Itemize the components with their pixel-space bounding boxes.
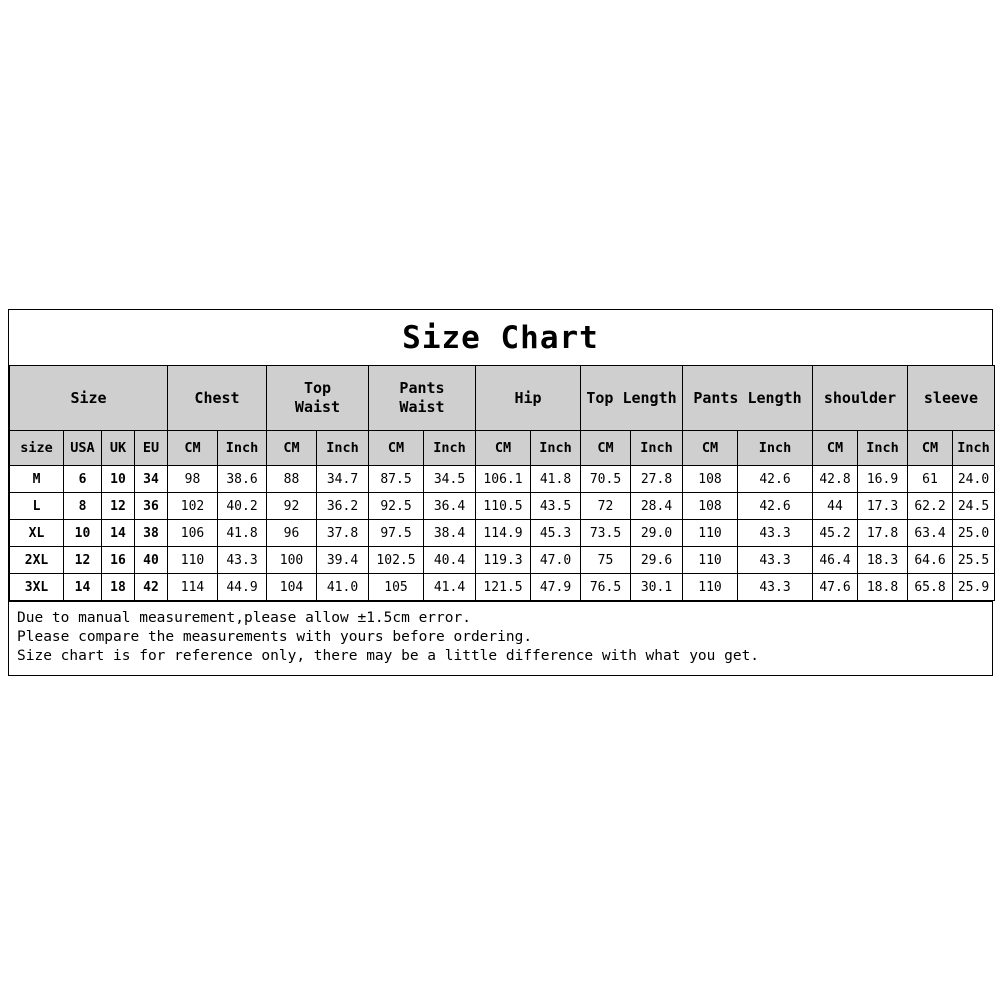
cell-chest-cm: 110 (168, 547, 218, 574)
cell-top-length-inch: 27.8 (631, 466, 683, 493)
unit-header-top-length-cm: CM (581, 431, 631, 466)
cell-eu: 36 (135, 493, 168, 520)
cell-hip-cm: 119.3 (476, 547, 531, 574)
cell-top-waist-inch: 34.7 (317, 466, 369, 493)
size-chart-container (8, 309, 993, 676)
cell-shoulder-cm: 45.2 (813, 520, 858, 547)
cell-shoulder-inch: 18.3 (858, 547, 908, 574)
unit-header-hip-cm: CM (476, 431, 531, 466)
size-chart-table (9, 365, 995, 601)
cell-sleeve-cm: 61 (908, 466, 953, 493)
unit-header-eu: EU (135, 431, 168, 466)
unit-header-shoulder-inch: Inch (858, 431, 908, 466)
disclaimer-notes (9, 601, 992, 675)
table-row (10, 520, 995, 547)
cell-sleeve-inch: 25.9 (953, 574, 995, 601)
cell-top-length-inch: 30.1 (631, 574, 683, 601)
cell-top-waist-inch: 41.0 (317, 574, 369, 601)
cell-sleeve-cm: 62.2 (908, 493, 953, 520)
cell-chest-cm: 98 (168, 466, 218, 493)
cell-top-length-inch: 29.6 (631, 547, 683, 574)
cell-hip-inch: 45.3 (531, 520, 581, 547)
cell-pants-waist-cm: 97.5 (369, 520, 424, 547)
cell-pants-length-cm: 108 (683, 493, 738, 520)
cell-usa: 14 (64, 574, 102, 601)
table-row (10, 466, 995, 493)
cell-hip-inch: 47.0 (531, 547, 581, 574)
cell-sleeve-inch: 25.5 (953, 547, 995, 574)
cell-top-waist-inch: 37.8 (317, 520, 369, 547)
note-line-2: Please compare the measurements with yours before ordering. (17, 629, 533, 646)
cell-usa: 12 (64, 547, 102, 574)
cell-uk: 16 (102, 547, 135, 574)
cell-size: XL (10, 520, 64, 547)
cell-top-length-inch: 28.4 (631, 493, 683, 520)
cell-top-waist-inch: 36.2 (317, 493, 369, 520)
cell-pants-length-cm: 110 (683, 520, 738, 547)
cell-sleeve-cm: 65.8 (908, 574, 953, 601)
cell-chest-inch: 44.9 (218, 574, 267, 601)
cell-top-waist-cm: 96 (267, 520, 317, 547)
cell-chest-inch: 38.6 (218, 466, 267, 493)
cell-top-waist-cm: 100 (267, 547, 317, 574)
cell-pants-length-inch: 43.3 (738, 520, 813, 547)
table-row (10, 547, 995, 574)
cell-top-waist-cm: 92 (267, 493, 317, 520)
cell-shoulder-inch: 17.8 (858, 520, 908, 547)
cell-uk: 10 (102, 466, 135, 493)
unit-header-top-waist-cm: CM (267, 431, 317, 466)
cell-chest-inch: 40.2 (218, 493, 267, 520)
cell-pants-length-inch: 43.3 (738, 547, 813, 574)
cell-pants-waist-inch: 34.5 (424, 466, 476, 493)
cell-size: M (10, 466, 64, 493)
cell-pants-waist-cm: 87.5 (369, 466, 424, 493)
table-row (10, 574, 995, 601)
cell-pants-length-inch: 43.3 (738, 574, 813, 601)
table-row (10, 493, 995, 520)
cell-shoulder-inch: 18.8 (858, 574, 908, 601)
cell-eu: 42 (135, 574, 168, 601)
cell-hip-cm: 114.9 (476, 520, 531, 547)
unit-header-sleeve-inch: Inch (953, 431, 995, 466)
unit-header-top-waist-inch: Inch (317, 431, 369, 466)
cell-hip-cm: 121.5 (476, 574, 531, 601)
cell-sleeve-inch: 24.5 (953, 493, 995, 520)
cell-top-length-cm: 76.5 (581, 574, 631, 601)
cell-chest-inch: 43.3 (218, 547, 267, 574)
cell-usa: 6 (64, 466, 102, 493)
cell-uk: 12 (102, 493, 135, 520)
group-header-chest: Chest (168, 366, 267, 431)
page-title: Size Chart (402, 320, 599, 356)
cell-chest-cm: 102 (168, 493, 218, 520)
cell-usa: 10 (64, 520, 102, 547)
cell-pants-length-cm: 110 (683, 574, 738, 601)
group-header-top-length: Top Length (581, 366, 683, 431)
note-line-1: Due to manual measurement,please allow ±1.5cm error. (17, 610, 471, 626)
unit-header-sleeve-cm: CM (908, 431, 953, 466)
cell-top-waist-cm: 88 (267, 466, 317, 493)
cell-eu: 38 (135, 520, 168, 547)
cell-pants-length-cm: 110 (683, 547, 738, 574)
cell-uk: 18 (102, 574, 135, 601)
cell-pants-length-inch: 42.6 (738, 466, 813, 493)
unit-header-top-length-inch: Inch (631, 431, 683, 466)
group-header-pants-waist: Pants Waist (369, 366, 476, 431)
cell-pants-length-inch: 42.6 (738, 493, 813, 520)
cell-hip-inch: 47.9 (531, 574, 581, 601)
cell-top-length-cm: 70.5 (581, 466, 631, 493)
cell-top-length-cm: 73.5 (581, 520, 631, 547)
table-body (10, 466, 995, 601)
cell-hip-inch: 41.8 (531, 466, 581, 493)
cell-pants-waist-cm: 102.5 (369, 547, 424, 574)
group-header-shoulder: shoulder (813, 366, 908, 431)
cell-top-length-cm: 72 (581, 493, 631, 520)
cell-chest-cm: 114 (168, 574, 218, 601)
group-header-top-waist: Top Waist (267, 366, 369, 431)
unit-header-pants-length-inch: Inch (738, 431, 813, 466)
unit-header-uk: UK (102, 431, 135, 466)
unit-header-hip-inch: Inch (531, 431, 581, 466)
unit-header-shoulder-cm: CM (813, 431, 858, 466)
cell-eu: 40 (135, 547, 168, 574)
cell-pants-waist-inch: 40.4 (424, 547, 476, 574)
cell-pants-waist-inch: 36.4 (424, 493, 476, 520)
note-line-3: Size chart is for reference only, there may be a little difference with what you get. (17, 648, 760, 665)
group-header-sleeve: sleeve (908, 366, 995, 431)
cell-pants-waist-inch: 38.4 (424, 520, 476, 547)
cell-pants-waist-inch: 41.4 (424, 574, 476, 601)
cell-top-length-inch: 29.0 (631, 520, 683, 547)
cell-top-length-cm: 75 (581, 547, 631, 574)
cell-pants-waist-cm: 105 (369, 574, 424, 601)
cell-usa: 8 (64, 493, 102, 520)
unit-header-pants-waist-cm: CM (369, 431, 424, 466)
cell-sleeve-inch: 25.0 (953, 520, 995, 547)
table-header (10, 366, 995, 466)
cell-hip-inch: 43.5 (531, 493, 581, 520)
unit-header-pants-length-cm: CM (683, 431, 738, 466)
cell-size: 3XL (10, 574, 64, 601)
cell-shoulder-inch: 17.3 (858, 493, 908, 520)
cell-size: L (10, 493, 64, 520)
unit-header-row (10, 431, 995, 466)
cell-sleeve-cm: 64.6 (908, 547, 953, 574)
cell-shoulder-cm: 47.6 (813, 574, 858, 601)
group-header-size: Size (10, 366, 168, 431)
group-header-pants-length: Pants Length (683, 366, 813, 431)
cell-sleeve-cm: 63.4 (908, 520, 953, 547)
group-header-row (10, 366, 995, 431)
cell-hip-cm: 106.1 (476, 466, 531, 493)
cell-sleeve-inch: 24.0 (953, 466, 995, 493)
cell-chest-cm: 106 (168, 520, 218, 547)
unit-header-chest-inch: Inch (218, 431, 267, 466)
cell-chest-inch: 41.8 (218, 520, 267, 547)
unit-header-pants-waist-inch: Inch (424, 431, 476, 466)
cell-shoulder-cm: 42.8 (813, 466, 858, 493)
unit-header-size: size (10, 431, 64, 466)
cell-top-waist-cm: 104 (267, 574, 317, 601)
cell-uk: 14 (102, 520, 135, 547)
cell-hip-cm: 110.5 (476, 493, 531, 520)
unit-header-usa: USA (64, 431, 102, 466)
cell-eu: 34 (135, 466, 168, 493)
cell-shoulder-inch: 16.9 (858, 466, 908, 493)
cell-pants-length-cm: 108 (683, 466, 738, 493)
cell-shoulder-cm: 46.4 (813, 547, 858, 574)
cell-shoulder-cm: 44 (813, 493, 858, 520)
cell-size: 2XL (10, 547, 64, 574)
unit-header-chest-cm: CM (168, 431, 218, 466)
group-header-hip: Hip (476, 366, 581, 431)
cell-pants-waist-cm: 92.5 (369, 493, 424, 520)
cell-top-waist-inch: 39.4 (317, 547, 369, 574)
